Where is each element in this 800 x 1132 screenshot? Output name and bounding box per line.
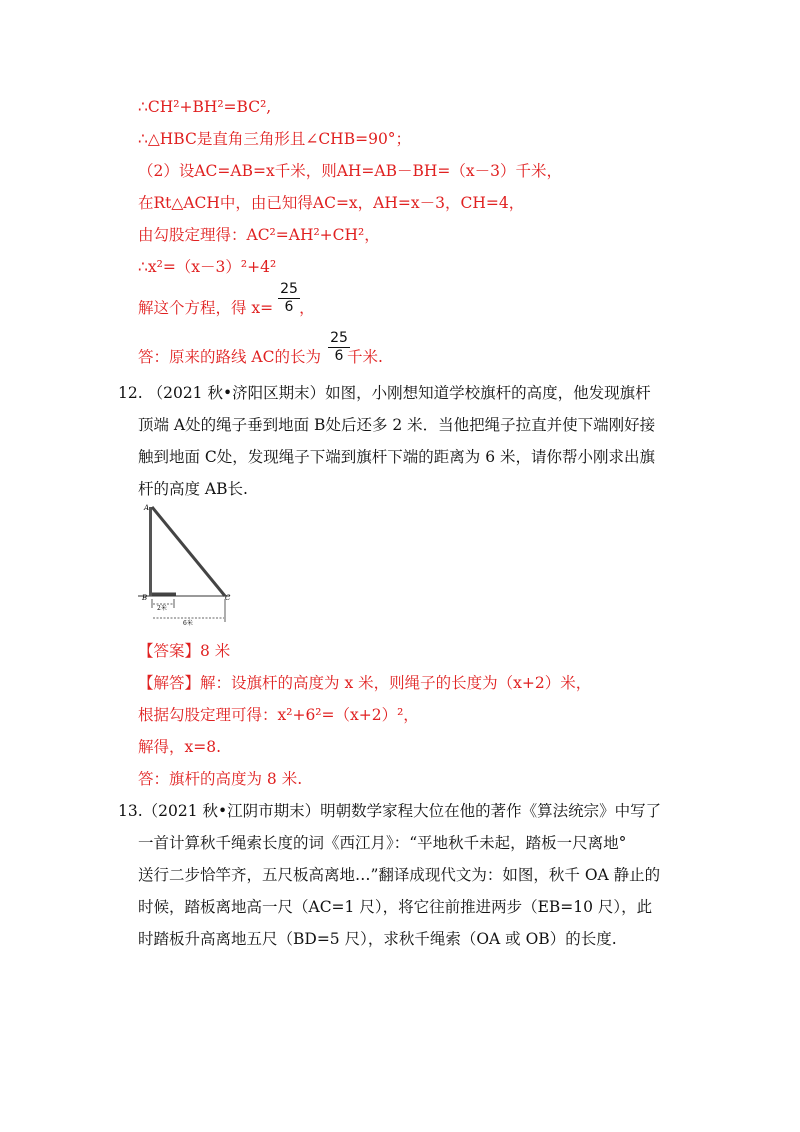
question-text: 顶端 A处的绳子垂到地面 B处后还多 2 米．当他把绳子拉直并使下端刚好接 (138, 416, 656, 434)
solution-text: 千米. (346, 348, 383, 366)
solution-line: 答：旗杆的高度为 8 米. (138, 770, 303, 788)
question-text: 时踏板升高离地五尺（BD=5 尺），求秋千绳索（OA 或 OB）的长度. (138, 930, 617, 948)
fraction-denominator: 6 (334, 348, 344, 364)
question-number: 13. (118, 802, 143, 820)
fraction (278, 281, 300, 315)
question-13 (118, 800, 661, 822)
fraction (328, 330, 350, 364)
analysis-label: 【解答】 (138, 674, 201, 692)
point-label-c: C (225, 594, 231, 602)
solution-line: ∴△HBC是直角三角形且∠CHB=90°； (138, 130, 412, 148)
question-number: 12. (118, 384, 143, 402)
flagpole-figure (138, 500, 238, 630)
question-text: （2021 秋•济阳区期末）如图，小刚想知道学校旗杆的高度，他发现旗杆 (147, 384, 651, 402)
answer-line: 【答案】8 米 (138, 642, 231, 660)
solution-text: 答：原来的路线 AC的长为 (138, 348, 321, 366)
solution-line: ∴x²=（x－3）²+4² (138, 258, 277, 276)
question-text: 时候，踏板离地高一尺（AC=1 尺），将它往前推进两步（EB=10 尺），此 (138, 898, 653, 916)
dimension-label-short: 2米 (157, 605, 167, 612)
point-label-b: B (142, 594, 148, 602)
solution-line: （2）设AC=AB=x千米，则AH=AB－BH=（x－3）千米， (138, 162, 562, 180)
solution-line: ∴CH²+BH²=BC², (138, 98, 272, 116)
question-text: 送行二步恰竿齐，五尺板高离地…”翻译成现代文为：如图，秋千 OA 静止的 (138, 866, 661, 884)
question-text: 杆的高度 AB长. (138, 480, 248, 498)
solution-line: 由勾股定理得：AC²=AH²+CH²， (138, 226, 380, 244)
dimension-label-long: 6米 (183, 620, 193, 627)
question-text: 一首计算秋千绳索长度的词《西江月》：“平地秋千未起，踏板一尺离地° (138, 834, 627, 852)
solution-text: ， (299, 299, 315, 317)
solution-text: 解这个方程，得 x= (138, 299, 274, 317)
solution-line: 根据勾股定理可得：x²+6²=（x+2）²， (138, 706, 419, 724)
fraction-numerator: 25 (330, 330, 348, 346)
question-12 (118, 382, 651, 404)
solution-line: 解得，x=8. (138, 738, 222, 756)
fraction-denominator: 6 (284, 299, 294, 315)
question-text: 触到地面 C处，发现绳子下端到旗杆下端的距离为 6 米，请你帮小刚求出旗 (138, 448, 656, 466)
question-text: （2021 秋•江阴市期末）明朝数学家程大位在他的著作《算法统宗》中写了 (142, 802, 662, 820)
fraction-numerator: 25 (280, 281, 298, 297)
analysis-line (138, 672, 591, 694)
solution-line: 在Rt△ACH中，由已知得AC=x，AH=x－3，CH=4， (138, 194, 525, 212)
point-label-a: A (144, 504, 150, 512)
analysis-text: 解：设旗杆的高度为 x 米，则绳子的长度为（x+2）米， (200, 674, 592, 692)
